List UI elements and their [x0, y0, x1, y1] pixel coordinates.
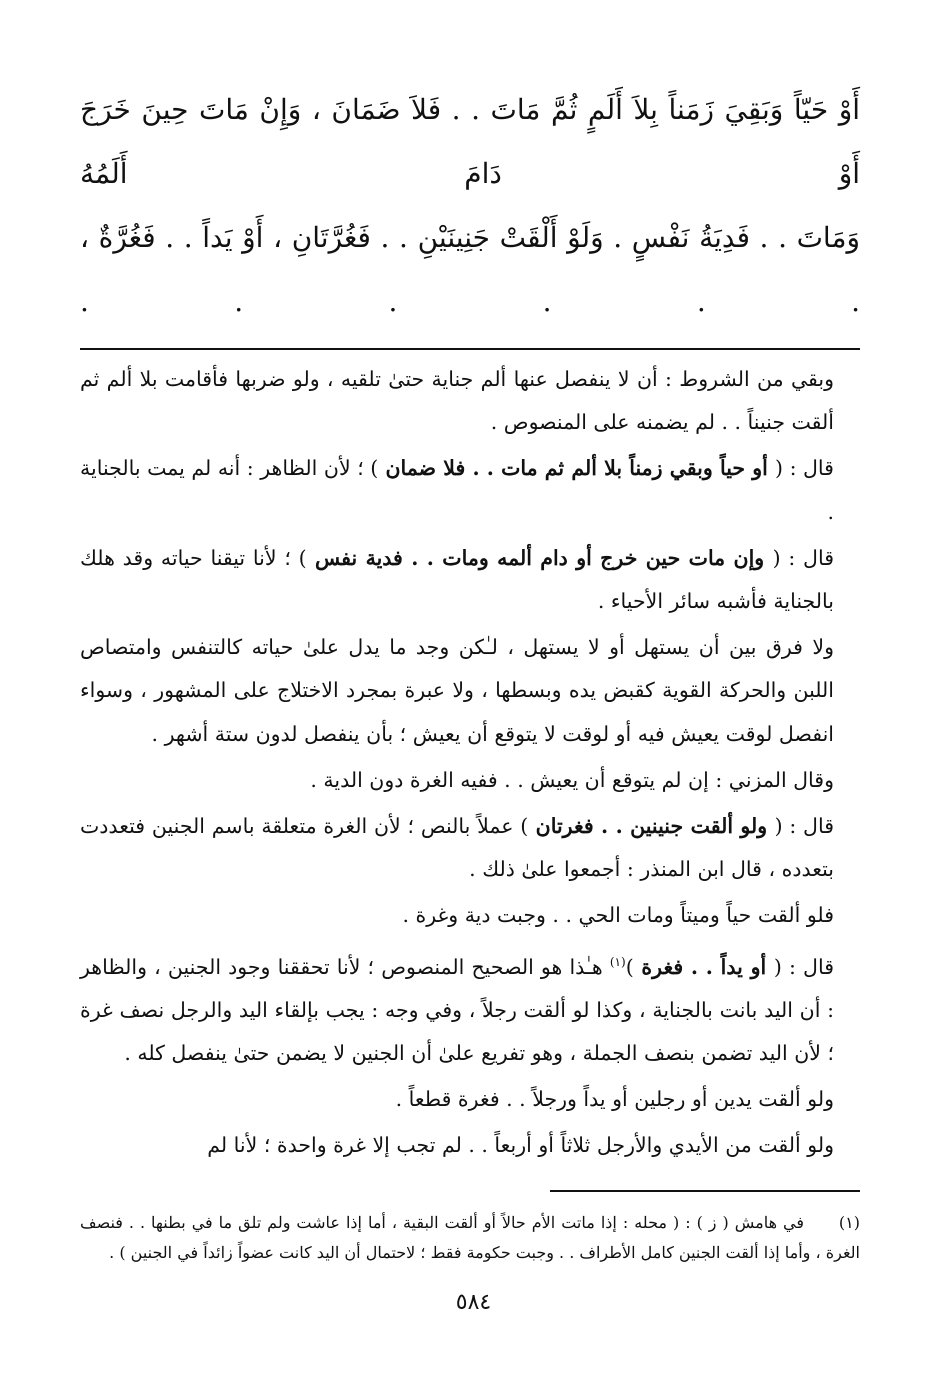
- footnote-marker[interactable]: (١): [609, 954, 626, 969]
- paragraph-4: ولا فرق بين أن يستهل أو لا يستهل ، لـٰكن وجد ما يدل علىٰ حياته كالتنفس وامتصاص اللبن والحركة القوية كقبض يده وبسطها ، ولا عبرة بمجرد الاختلاج على المشهور ، وسواء انفصل لوقت يعيش فيه أو لوقت لا يتوقع أن يعيش ؛ بأن ينفصل لدون ستة أشهر .: [80, 635, 834, 746]
- paragraph-3-rest: ) ؛ لأنا تيقنا حياته وقد هلك بالجناية فأشبه سائر الأحياء .: [80, 545, 834, 614]
- quote-open: قال : (: [772, 545, 834, 570]
- quote-open: قال : (: [775, 456, 834, 481]
- paragraph-9: ولو ألقت يدين أو رجلين أو يداً ورجلاً . . فغرة قطعاً .: [395, 1087, 834, 1112]
- quote-open: قال : (: [774, 814, 834, 839]
- matn-line-1: أَوْ حَيّاً وَبَقِيَ زَمَناً بِلاَ أَلَمٍ ثُمَّ مَاتَ . . فَلاَ ضَمَانَ ، وَإِنْ مَاتَ حِينَ خَرَجَ أَوْ دَامَ أَلَمُهُ: [80, 93, 860, 190]
- commentary: [80, 358, 860, 1168]
- page-number: ٥٨٤: [455, 1290, 492, 1315]
- paragraph-3: [80, 537, 860, 623]
- paragraph-5: وقال المزني : إن لم يتوقع أن يعيش . . ففيه الغرة دون الدية .: [310, 767, 834, 792]
- quoted-matn: ولو ألقت جنينين . . فغرتان: [528, 814, 775, 839]
- matn-line-2: وَمَاتَ . . فَدِيَةُ نَفْسٍ . وَلَوْ أَلْقَتْ جَنِينَيْنِ . . فَغُرَّتَانِ ، أَوْ يَداً . . فَغُرَّةٌ ، . . . . . .: [80, 221, 860, 318]
- paragraph-8-rest: هـٰذا هو الصحيح المنصوص ؛ لأنا تحققنا وجود الجنين ، والظاهر : أن اليد بانت بالجناية ، وكذا لو ألقت رجلاً ، وفي وجه : يجب بإلقاء اليد والرجل نصف غرة ؛ لأن اليد تضمن بنصف الجملة ، وهو تفريع علىٰ أن الجنين لا يضمن حتىٰ ينفصل كله .: [80, 954, 834, 1066]
- matn-divider: [80, 348, 860, 350]
- paragraph-2: [80, 447, 860, 533]
- footnote-text: في هامش ( ز ) : ( محله : إذا ماتت الأم حالاً أو ألقت البقية ، أما إذا عاشت ولم تلق ما في بطنها . . فنصف الغرة ، وأما إذا ألقت الجنين كامل الأطراف . . وجبت حكومة فقط ؛ لاحتمال أن اليد كانت عضواً زائداً في الجنين ) .: [80, 1212, 860, 1262]
- page-body: [80, 78, 860, 1268]
- quoted-matn: وإن مات حين خرج أو دام ألمه ومات . . فدية نفس: [306, 545, 773, 570]
- matn-text: [80, 78, 860, 334]
- quoted-matn: أو يداً . . فغرة: [633, 954, 774, 979]
- footnote-1: [80, 1208, 860, 1268]
- quote-open: قال : (: [773, 954, 834, 979]
- footnote-divider: [550, 1190, 860, 1192]
- paragraph-6-rest: ) عملاً بالنص ؛ لأن الغرة متعلقة باسم الجنين فتعددت بتعدده ، قال ابن المنذر : أجمعوا علىٰ ذلك .: [80, 814, 834, 882]
- footnote-number: (١): [838, 1212, 860, 1232]
- quote-close: ): [625, 954, 634, 979]
- paragraph-6: [80, 805, 860, 891]
- paragraph-8: [80, 941, 860, 1076]
- paragraph-10: ولو ألقت من الأيدي والأرجل ثلاثاً أو أربعاً . . لم تجب إلا غرة واحدة ؛ لأنا لم: [207, 1133, 834, 1158]
- paragraph-7: فلو ألقت حياً وميتاً ومات الحي . . وجبت دية وغرة .: [402, 903, 834, 928]
- quoted-matn: أو حياً وبقي زمناً بلا ألم ثم مات . . فلا ضمان: [378, 456, 776, 481]
- footnotes: [80, 1208, 860, 1268]
- paragraph-2-rest: ) ؛ لأن الظاهر : أنه لم يمت بالجناية .: [80, 456, 834, 524]
- paragraph-1: وبقي من الشروط : أن لا ينفصل عنها ألم جناية حتىٰ تلقيه ، ولو ضربها فأقامت بلا ألم ثم ألقت جنيناً . . لم يضمنه على المنصوص .: [80, 367, 834, 435]
